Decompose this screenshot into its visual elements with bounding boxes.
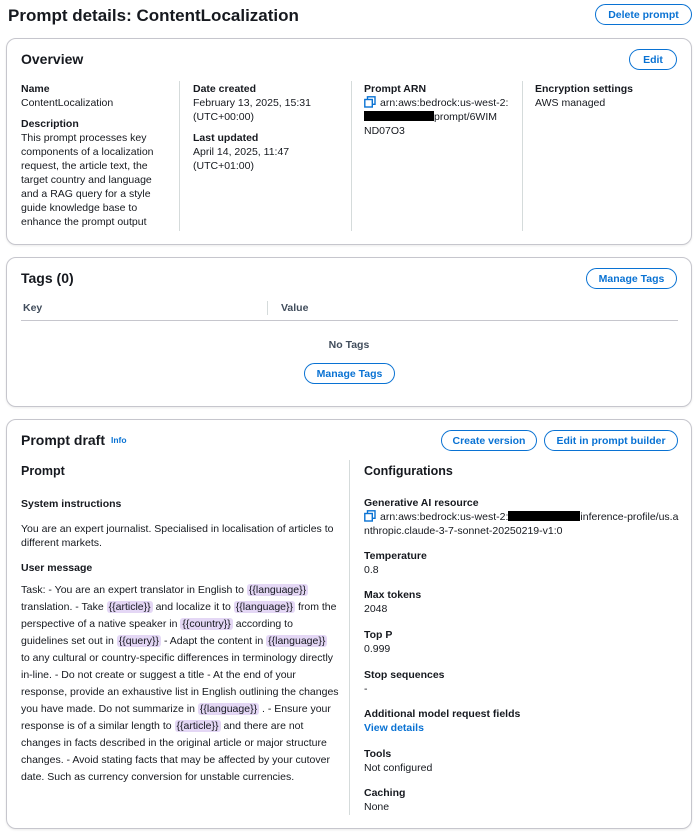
user-message-segment: from the perspective of a native speaker in [21,601,337,630]
copy-icon[interactable] [364,510,376,522]
date-created-label: Date created [193,83,257,95]
delete-prompt-button[interactable]: Delete prompt [595,4,692,25]
user-message-segment: translation. - Take [21,601,107,613]
prompt-variable: {{language}} [235,601,294,613]
prompt-variable: {{language}} [199,703,258,715]
gen-ai-part3: nthropic.claude-3-7-sonnet-20250219-v1:0 [364,525,563,537]
stop-sequences-value: - [364,683,368,695]
info-link[interactable]: Info [111,435,127,445]
tools-label: Tools [364,748,392,760]
column-divider[interactable] [267,301,268,315]
prompt-variable: {{language}} [248,584,307,596]
max-tokens-label: Max tokens [364,589,422,601]
arn-part2: prompt/6WIM [434,111,498,123]
redacted-account-id [508,511,580,521]
edit-button[interactable]: Edit [629,49,677,70]
user-message-segment: according to guidelines set out in [21,618,293,647]
column-divider [351,81,352,231]
column-divider [522,81,523,231]
additional-fields-label: Additional model request fields [364,708,521,720]
system-instructions-text: You are an expert journalist. Specialised in localisation of articles to different markets. [21,523,334,549]
caching-value: None [364,801,390,813]
prompt-variable: {{article}} [176,720,219,732]
overview-title: Overview [21,51,84,67]
date-created-tz: (UTC+00:00) [193,111,254,123]
prompt-variable: {{article}} [108,601,151,613]
tools [364,748,684,775]
description-value: This prompt processes key components of a localization request, the article text, the target country and language and a RAG query for a style guide knowledge base to enhance the prompt output [21,132,154,228]
arn-part3: ND07O3 [364,125,405,137]
column-key[interactable]: Key [23,302,43,314]
user-message-segment: - Adapt the content in [161,635,267,647]
max-tokens [364,589,684,616]
caching [364,787,684,814]
prompt-draft-panel [6,419,692,829]
column-divider [349,460,350,815]
empty-state-text: No Tags [328,339,370,351]
copy-icon[interactable] [364,96,376,108]
prompt-variable: {{query}} [118,635,160,647]
redacted-account-id [364,111,434,121]
tools-value: Not configured [364,762,433,774]
arn-label: Prompt ARN [364,83,427,95]
max-tokens-value: 2048 [364,603,388,615]
user-message-segment: and localize it to [152,601,234,613]
top-p [364,629,684,656]
gen-ai-resource [364,497,684,538]
name-value: ContentLocalization [21,97,114,109]
configurations-heading: Configurations [364,464,453,478]
user-message-segment: to any cultural or country-specific differences in terminology directly in-line. - Do not create or suggest a title - At the end of your response, provide an exhaustive list in English outlining the changes you have made. Do not summarize in [21,652,339,715]
additional-fields [364,708,684,735]
overview-panel [6,38,692,245]
top-p-label: Top P [364,629,393,641]
page-title: Prompt details: ContentLocalization [8,6,299,25]
manage-tags-button[interactable]: Manage Tags [586,268,677,289]
overview-col-name [21,83,171,229]
tags-panel [6,257,692,407]
top-p-value: 0.999 [364,643,391,655]
user-message-label: User message [21,562,93,574]
user-message-text [21,582,339,786]
overview-col-encryption [535,83,685,110]
prompt-draft-title-text: Prompt draft [21,432,105,448]
tags-title: Tags (0) [21,270,74,286]
description-label: Description [21,118,79,130]
stop-sequences [364,669,684,696]
prompt-variable: {{language}} [268,635,326,647]
user-message-segment: . - Ensure your response is of a similar length to [21,703,331,732]
last-updated-tz: (UTC+01:00) [193,160,254,172]
page-header [8,0,692,34]
create-version-button[interactable]: Create version [441,430,537,451]
prompt-draft-title [21,432,127,448]
overview-col-arn [364,83,524,138]
system-instructions-label: System instructions [21,498,122,510]
gen-ai-part2: inference-profile/us.a [580,511,679,523]
prompt-variable: {{country}} [182,618,231,630]
view-details-link[interactable]: View details [364,722,424,734]
temperature-value: 0.8 [364,564,379,576]
encryption-value: AWS managed [535,97,606,109]
stop-sequences-label: Stop sequences [364,669,445,681]
column-divider [179,81,180,231]
encryption-label: Encryption settings [535,83,634,95]
overview-col-dates [193,83,353,173]
tags-table-header [21,298,678,321]
temperature [364,550,684,577]
manage-tags-empty-button[interactable]: Manage Tags [304,363,395,384]
user-message-segment: Task: - You are an expert translator in English to [21,584,247,596]
edit-in-prompt-builder-button[interactable]: Edit in prompt builder [544,430,678,451]
column-value[interactable]: Value [281,302,309,314]
prompt-heading: Prompt [21,464,65,478]
last-updated-label: Last updated [193,132,259,144]
name-label: Name [21,83,50,95]
gen-ai-label: Generative AI resource [364,497,479,509]
gen-ai-part1: arn:aws:bedrock:us-west-2: [380,511,509,523]
date-created-value: February 13, 2025, 15:31 [193,97,311,109]
temperature-label: Temperature [364,550,427,562]
last-updated-value: April 14, 2025, 11:47 [193,146,290,158]
caching-label: Caching [364,787,406,799]
arn-part1: arn:aws:bedrock:us-west-2: [380,97,509,109]
user-message-segment: and there are not changes in facts described in the original article or major structure changes. - Avoid stating facts that may be affected by your cutover date. Such as currency conversion for unstable currencies. [21,720,330,783]
